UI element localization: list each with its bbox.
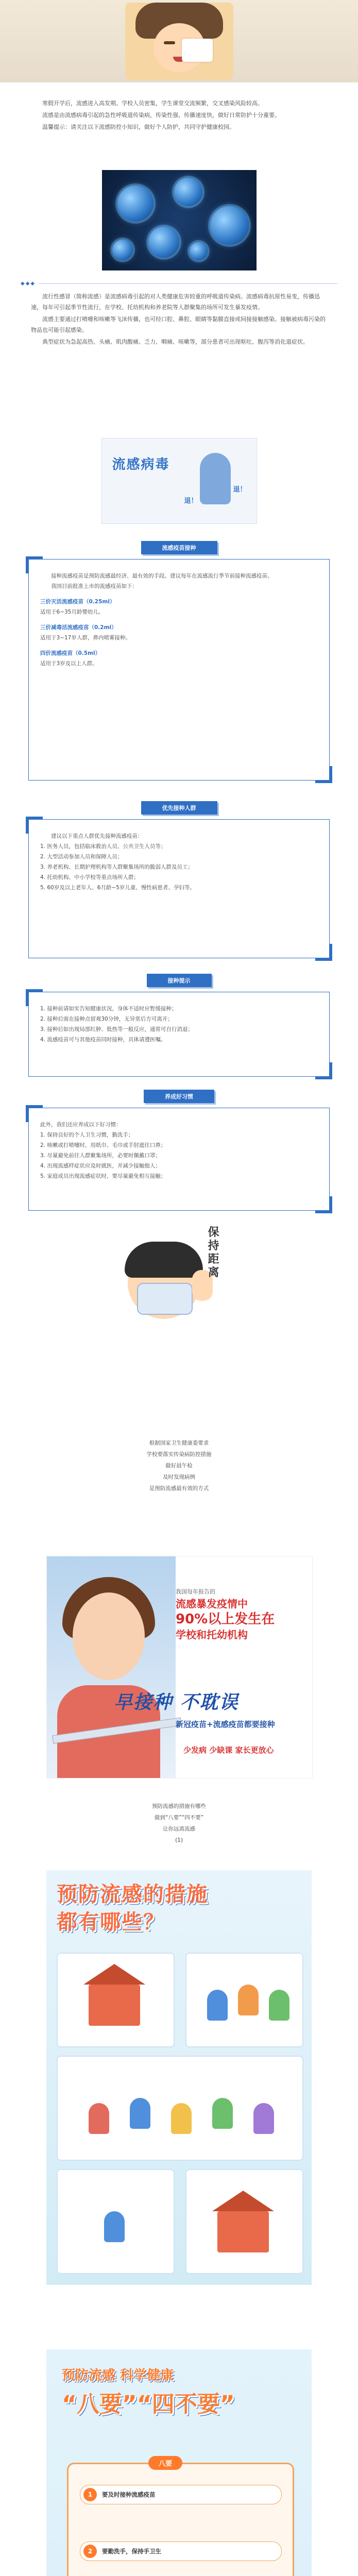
hero-illustration	[0, 0, 358, 82]
mask-icon	[137, 1283, 193, 1315]
card-text: 1. 保持良好的个人卫生习惯，勤洗手；	[40, 1132, 134, 1138]
tissue-icon	[182, 39, 213, 62]
card-text: 4. 出现流感样症状应及时就医，并减少接触他人；	[40, 1163, 161, 1169]
protective-figure-icon	[200, 453, 231, 504]
poster-line: 流感暴发疫情中	[176, 1598, 248, 1610]
poster-line: 90%以上发生在	[176, 1612, 275, 1627]
prevention-illustration	[46, 1870, 312, 2285]
musts-board	[67, 2460, 294, 2576]
scene-panel	[57, 2056, 303, 2161]
vaccine-type-title: 四价流感疫苗（0.5ml）	[40, 650, 101, 656]
card-text: 建议以下重点人群优先接种流感疫苗：	[51, 833, 143, 839]
flu-description-section	[0, 291, 358, 348]
card-text: 3. 养老机构、长期护理机构等人群聚集场所的脆弱人群及员工；	[40, 864, 193, 870]
vaccine-type-note: 适用于3~17岁人群，鼻内喷雾接种。	[40, 635, 131, 641]
intro-paragraph: 寒假开学后，流感进入高发期。学校人员密集，学生课堂交流频繁，交叉感染风险较高。	[42, 100, 263, 107]
vaccine-type-note: 适用于3岁及以上人群。	[40, 660, 98, 667]
board-head: 八要	[148, 2456, 182, 2470]
vaccine-poster	[46, 1556, 313, 1778]
section-divider	[0, 278, 358, 289]
section-title-vaccine: 流感疫苗接种	[0, 541, 358, 554]
intro-paragraph: 流感是由流感病毒引起的急性呼吸道传染病，传染性强、传播速度快，做好日常防护十分重要。	[42, 112, 280, 118]
illustration-title: “八要”“四不要”	[62, 2391, 235, 2417]
card-text: 1. 医务人员，包括临床救治人员、公共卫生人员等；	[40, 843, 166, 850]
card-text: 4. 托幼机构、中小学校等重点场所人群；	[40, 874, 139, 880]
divider-dots-icon: ◆◆◆	[21, 280, 36, 286]
scene-panel	[185, 2169, 303, 2274]
flu-paragraph: 流行性感冒（简称流感）是流感病毒引起的对人类健康危害较重的呼吸道传染病。流感病毒抗原性易变，传播迅速，每年可引起季节性流行，在学校、托幼机构和养老院等人群聚集的场所可发生暴发疫情。	[31, 293, 320, 311]
illustration-title: 预防流感 科学健康	[62, 2368, 174, 2383]
scene-panel	[57, 1953, 175, 2047]
tips-card	[28, 992, 330, 1077]
poster-subslogan: 少发病 少缺课 家长更放心	[183, 1745, 274, 1755]
vaccine-type-note: 适用于6~35月龄婴幼儿。	[40, 609, 104, 615]
flu-paragraph: 典型症状为急起高热、头痛、肌肉酸痛、乏力、咽痛、咳嗽等，部分患者可出现呕吐、腹泻等消化道症状。	[42, 338, 309, 345]
poster-subslogan: 新冠疫苗+流感疫苗都要接种	[176, 1720, 275, 1729]
card-text: 4. 流感疫苗可与其他疫苗同时接种，具体请遵医嘱。	[40, 1037, 166, 1043]
priority-card	[28, 819, 330, 958]
intro-section	[0, 98, 358, 133]
card-text: 此外，我们还应养成以下好习惯：	[40, 1122, 122, 1128]
poster-line: 学校和托幼机构	[176, 1629, 248, 1641]
flu-cartoon	[0, 438, 358, 526]
cartoon-title: 流感病毒	[112, 457, 170, 472]
list-item: 2 要勤洗手，保持手卫生	[80, 2541, 282, 2561]
scene-panel	[185, 1953, 303, 2047]
flu-paragraph: 流感主要通过打喷嚏和咳嗽等飞沫传播，也可经口腔、鼻腔、眼睛等黏膜直接或间接接触感染。接触被病毒污染的物品也可能引起感染。	[31, 316, 326, 333]
card-text: 2. 大型活动参加人员和保障人员；	[40, 854, 123, 860]
sneezing-girl-image	[125, 3, 233, 80]
card-text: 3. 尽量避免前往人群聚集场所，必要时佩戴口罩；	[40, 1153, 161, 1159]
intro-paragraph: 温馨提示：请关注以下流感防控小知识，做好个人防护，共同守护健康校园。	[42, 124, 235, 130]
eight-musts-illustration	[46, 2349, 312, 2576]
poster-line: 我国每年报告的	[176, 1588, 215, 1595]
card-text: 我国目前批准上市的流感疫苗如下：	[51, 583, 138, 589]
card-text: 3. 接种后如出现局部红肿、低热等一般反应，通常可自行消退；	[40, 1026, 193, 1032]
card-text: 5. 60岁及以上老年人、6月龄~5岁儿童、慢性病患者、孕妇等。	[40, 885, 195, 891]
virus-image	[0, 170, 358, 270]
section-title-priority: 优先接种人群	[0, 801, 358, 815]
poster-slogan: 早接种 不耽误	[114, 1692, 239, 1713]
card-text: 接种流感疫苗是预防流感最经济、最有效的手段。建议每年在流感流行季节前接种流感疫苗。	[51, 573, 273, 579]
habits-card	[28, 1108, 330, 1211]
keep-distance-text: 保持距离	[208, 1226, 219, 1279]
center-message: 根据国家卫生健康委要求 学校要落实传染病防控措施 做好晨午检 及时发现病例 是预防流感最有效的方式	[146, 1440, 212, 1492]
card-text: 5. 家庭成员出现流感症状时，要尽量避免相互接触；	[40, 1173, 166, 1179]
mask-boy-illustration	[0, 1221, 358, 1334]
cartoon-bubble: 退！	[184, 497, 198, 505]
section-title-habits: 养成好习惯	[0, 1090, 358, 1103]
card-text: 1. 接种前请如实告知健康状况，身体不适时应暂缓接种；	[40, 1006, 177, 1012]
vaccine-card	[28, 559, 330, 781]
center-message: 预防流感的措施有哪些 做到“八要”“四不要” 让你远离流感 (1)	[152, 1803, 206, 1843]
vaccine-type-title: 三价减毒活流感疫苗（0.2ml）	[40, 624, 117, 631]
vaccine-type-title: 三价灭活流感疫苗（0.25ml）	[40, 599, 115, 605]
card-text: 2. 咳嗽或打喷嚏时，用纸巾、毛巾或手肘遮住口鼻；	[40, 1142, 166, 1148]
illustration-title: 预防流感的措施 都有哪些？	[57, 1883, 208, 1934]
cartoon-bubble: 退！	[233, 486, 247, 494]
card-text: 2. 接种后需在接种点留观30分钟，无异常后方可离开；	[40, 1016, 173, 1022]
section-title-tips: 接种提示	[0, 974, 358, 987]
scene-panel	[57, 2169, 175, 2274]
list-item: 1 要及时接种流感疫苗	[80, 2485, 282, 2504]
